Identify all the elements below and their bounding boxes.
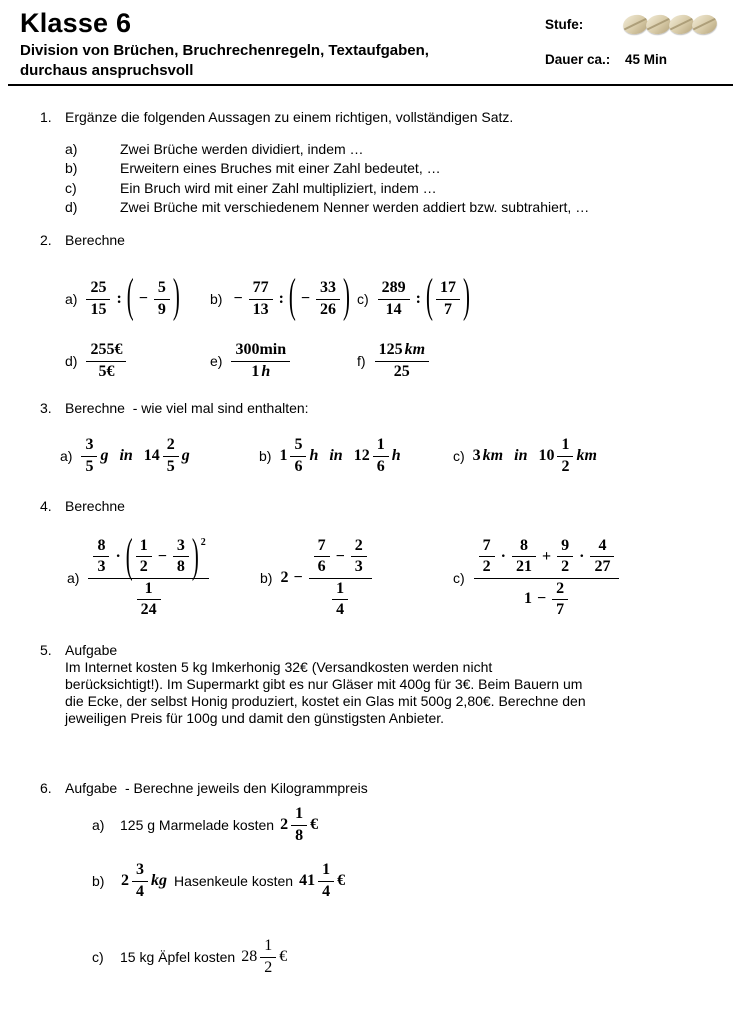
exponent: 2 [200,536,206,548]
fraction [318,861,334,901]
math-expression [86,529,210,620]
operator: : [415,289,421,307]
number: 13 [252,300,269,318]
fraction [436,279,460,319]
number: 14 [385,300,402,318]
number: 289 [381,279,406,297]
fraction-bar [137,599,161,600]
exercise-item [67,529,260,620]
fraction-bar [378,299,410,300]
exercise-item [60,436,259,476]
section-1-items [65,140,721,217]
page-title: Klasse 6 [20,8,132,38]
number: 27 [594,558,611,576]
item-text: Hasenkeule kosten [174,873,294,890]
item-label: a) [67,570,80,587]
exercise-row [65,338,721,384]
math-expression [298,861,346,901]
number: 3 [85,436,94,454]
item-label: e) [210,353,223,370]
fraction [557,537,573,577]
item-label: d) [65,353,78,370]
parenthesis: ) [191,529,199,583]
fraction [93,537,109,577]
number: 1 [279,446,288,464]
fraction [260,937,276,977]
item-text: Zwei Brüche werden dividiert, indem … [120,141,364,157]
fraction [557,436,573,476]
fraction [474,537,620,620]
number: 125 [378,341,403,359]
operator: : [278,289,284,307]
math-expression [240,937,288,977]
number: 1 [524,590,533,608]
exercise-item [65,341,210,381]
math-expression [472,436,598,476]
fraction-bar [590,556,614,557]
duration-value: 45 Min [625,51,668,67]
math-expression [79,436,190,476]
number: 3 [354,558,363,576]
number: 10 [538,446,555,464]
fraction-bar [260,957,276,958]
math-expression [472,537,622,620]
item-label: b) [92,873,105,890]
number: 5 [294,436,303,454]
item-text: Zwei Brüche mit verschiedenem Nenner werden addiert bzw. subtrahiert, … [120,198,590,215]
fraction-bar [479,556,495,557]
number: 2 [561,457,570,475]
variable: g [100,446,109,464]
number: 28 [241,947,258,965]
number: 5 [157,279,166,297]
fraction-bar [314,556,330,557]
number: 1 [336,579,345,597]
parenthesis: ( [126,269,134,323]
task-text-line: berücksichtigt!). Im Supermarkt gibt es nur Gläser mit 400g für 3€. Beim Bauern um [65,676,583,693]
section-5-heading [40,642,721,659]
parenthesis: ( [125,529,133,583]
fraction-bar [474,578,620,579]
number: 6 [376,457,385,475]
task-text-line: jeweiligen Preis für 100g und damit den günstigsten Anbieter. [65,710,445,727]
item-text: 15 kg Äpfel kosten [120,949,236,966]
number: 2 [139,558,148,576]
number: 6 [294,457,303,475]
item-label: d) [65,198,78,215]
operator: − [233,289,243,307]
number: 2 [354,536,363,554]
item-text: Ein Bruch wird mit einer Zahl multipliziert, indem … [120,179,437,196]
variable: h [391,446,401,464]
fraction [231,341,290,381]
operator: − [293,568,303,586]
number: 4 [136,882,144,900]
variable: kg [151,871,167,889]
section-4-heading [40,498,721,515]
number: 12 [353,446,370,464]
variable: km [482,446,504,464]
exercise-item [453,436,721,476]
number: 8 [176,558,185,576]
number: 4 [322,882,331,900]
section-title: Aufgabe [65,642,118,659]
exercise-row [60,431,721,481]
number: 2 [556,579,565,597]
number: 2 [561,558,570,576]
number: 21 [516,558,533,576]
number: € [310,815,319,833]
fraction-bar [351,556,367,557]
number: 17 [439,279,456,297]
number: 3 [97,558,106,576]
number: 26 [319,300,336,318]
worksheet-subtitle-line-1: Division von Brüchen, Bruchrechenregeln, Textaufgaben, [20,42,429,59]
item-text: 125 g Marmelade kosten [120,817,275,834]
fraction-bar [373,456,389,457]
number: 1 [376,436,385,454]
section-number: 5. [40,642,52,659]
number: 6 [317,558,326,576]
fraction-bar [436,299,460,300]
section-number: 3. [40,400,52,417]
number: 1 [322,861,331,879]
fraction [290,436,306,476]
list-item [65,198,721,217]
parenthesis: ( [288,269,296,323]
section-6-heading [40,780,721,797]
exercise-item [453,537,721,620]
number: 1 [264,937,273,955]
number: 1 [251,362,260,380]
parenthesis: ) [172,269,180,323]
fraction [351,537,367,577]
fraction [332,580,348,620]
exercise-item [259,436,453,476]
item-label: a) [92,817,105,834]
fraction [163,436,179,476]
fraction-bar [318,881,334,882]
item-label: c) [92,949,104,966]
exercise-item [92,861,721,901]
parenthesis: ) [462,269,470,323]
number: 5€ [98,362,115,380]
variable: km [404,341,426,359]
item-text: Erweitern eines Bruches mit einer Zahl bedeutet, … [120,160,441,177]
fraction-bar [93,556,109,557]
fraction [479,537,495,577]
fraction [136,537,152,577]
section-3-heading [40,400,721,417]
item-label: a) [65,141,78,157]
fraction-bar [249,299,273,300]
fraction-bar [552,599,568,600]
number: 8 [520,536,529,554]
exercise-row [65,270,721,328]
section-title: Berechne [65,232,125,249]
number: 9 [561,536,570,554]
operator: · [579,547,585,565]
fraction-bar [557,556,573,557]
math-expression [376,269,471,323]
number: 25 [90,279,107,297]
fraction [132,861,148,901]
operator: − [157,547,167,565]
number: 5 [166,457,175,475]
number: 2 [264,958,273,976]
fraction [316,279,340,319]
section-title: Berechne - wie viel mal sind enthalten: [65,400,309,417]
duration-label: Dauer ca.: [545,51,611,67]
parenthesis: ( [426,269,433,323]
fraction [154,279,170,319]
worksheet-subtitle-line-2: durchaus anspruchsvoll [20,62,194,79]
variable: h [309,446,319,464]
operator: : [116,289,122,307]
number: 15 [90,300,107,318]
fraction-bar [173,556,189,557]
fraction [137,580,161,620]
number: 1 [295,805,304,823]
number: 7 [482,536,491,554]
task-text-line: Im Internet kosten 5 kg Imkerhonig 32€ (Versandkosten werden nicht [65,659,493,676]
fraction [590,537,614,577]
exercise-item [92,805,721,845]
number: 2 [280,568,289,586]
number: 3 [176,536,185,554]
worksheet-body [0,86,741,977]
difficulty-label: Stufe: [545,16,584,32]
parenthesis: ) [342,269,350,323]
variable: in [119,446,133,464]
operator: − [138,289,148,307]
exercise-row [67,523,721,633]
fraction [373,436,389,476]
math-expression [279,805,319,845]
variable: h [261,362,271,380]
exercise-item [210,341,357,381]
number: € [279,947,288,965]
fraction-bar [132,881,148,882]
item-label: a) [65,291,78,308]
task-text [65,659,665,727]
item-label: b) [210,291,223,308]
math-expression [279,537,373,620]
operator: − [300,289,310,307]
variable: g [181,446,190,464]
item-label: c) [453,570,465,587]
number: 2 [121,871,129,889]
math-expression [373,341,431,381]
number: 1 [139,536,148,554]
fraction [378,279,410,319]
difficulty-row [545,12,717,36]
task-text-line: die Ecke, der selbst Honig produziert, kostet ein Glas mit 500g 2,80€. Berechne den [65,693,586,710]
number: 77 [252,279,269,297]
number: 33 [319,279,336,297]
number: 5 [85,457,94,475]
variable: in [329,446,343,464]
item-label: c) [65,179,77,196]
fraction-bar [231,361,290,362]
list-item [65,159,721,178]
section-title: Ergänze die folgenden Aussagen zu einem richtigen, vollständigen Satz. [65,109,514,125]
section-number: 1. [40,109,52,125]
number: 2 [482,558,491,576]
operator: + [542,547,552,565]
number: 7 [317,536,326,554]
fraction [309,537,372,620]
math-expression [120,861,168,901]
fraction [86,279,110,319]
fraction-bar [291,825,307,826]
fraction [512,537,536,577]
number: 25 [393,362,410,380]
difficulty-beans [625,15,717,34]
number: 24 [140,601,157,619]
exercise-item [357,269,721,323]
worksheet-header [8,0,733,86]
item-label: b) [260,570,273,587]
fraction-bar [81,456,97,457]
number: 3 [136,861,144,879]
number: 255€ [90,341,123,359]
fraction-bar [512,556,536,557]
fraction-bar [309,578,372,579]
fraction [249,279,273,319]
duration-row [545,47,717,71]
exercise-item [210,269,357,323]
math-expression [278,436,401,476]
fraction-bar [136,556,152,557]
section-title: Aufgabe - Berechne jeweils den Kilogrammpreis [65,780,368,797]
math-expression [229,341,292,381]
exercise-item [65,269,210,323]
item-label: b) [65,160,78,177]
list-item [65,179,721,198]
fraction-bar [316,299,340,300]
number: 8 [295,826,304,844]
fraction-bar [375,361,429,362]
exercise-item [92,937,721,977]
fraction [173,537,189,577]
section-number: 2. [40,232,52,249]
number: 2 [166,436,175,454]
fraction-bar [86,361,126,362]
fraction-bar [163,456,179,457]
number: 9 [157,300,166,318]
fraction [86,341,126,381]
coffee-bean-icon [690,12,718,36]
section-number: 4. [40,498,52,515]
item-label: c) [357,291,369,308]
number: 4 [598,536,607,554]
number: 14 [143,446,160,464]
fraction-bar [154,299,170,300]
fraction-bar [86,299,110,300]
fraction-bar [332,599,348,600]
section-2-heading [40,232,721,249]
number: 300min [235,341,287,359]
section-number: 6. [40,780,52,797]
math-expression [229,269,350,323]
fraction [552,580,568,620]
fraction [314,537,330,577]
number: 3 [472,446,481,464]
number: 41 [299,871,316,889]
number: 8 [97,536,106,554]
operator: − [537,590,547,608]
operator: · [115,547,121,565]
number: 7 [443,300,452,318]
number: 1 [561,436,570,454]
number: 1 [144,579,153,597]
math-expression [84,341,128,381]
number: € [337,871,346,889]
item-label: f) [357,353,366,370]
fraction [291,805,307,845]
operator: · [500,547,507,565]
item-label: a) [60,448,73,465]
number: 2 [280,815,289,833]
fraction [88,529,208,620]
section-1-heading [40,109,721,126]
fraction-bar [557,456,573,457]
item-label: b) [259,448,272,465]
item-label: c) [453,448,465,465]
variable: km [576,446,597,464]
variable: in [514,446,528,464]
number: 7 [556,601,565,619]
fraction [81,436,97,476]
worksheet-meta [545,12,717,71]
fraction-bar [290,456,306,457]
section-title: Berechne [65,498,125,515]
number: 4 [336,601,345,619]
list-item [65,140,721,159]
operator: − [335,547,345,565]
fraction [375,341,429,381]
math-expression [84,269,180,323]
exercise-item [357,341,721,381]
exercise-item [260,537,453,620]
fraction-bar [88,578,208,579]
